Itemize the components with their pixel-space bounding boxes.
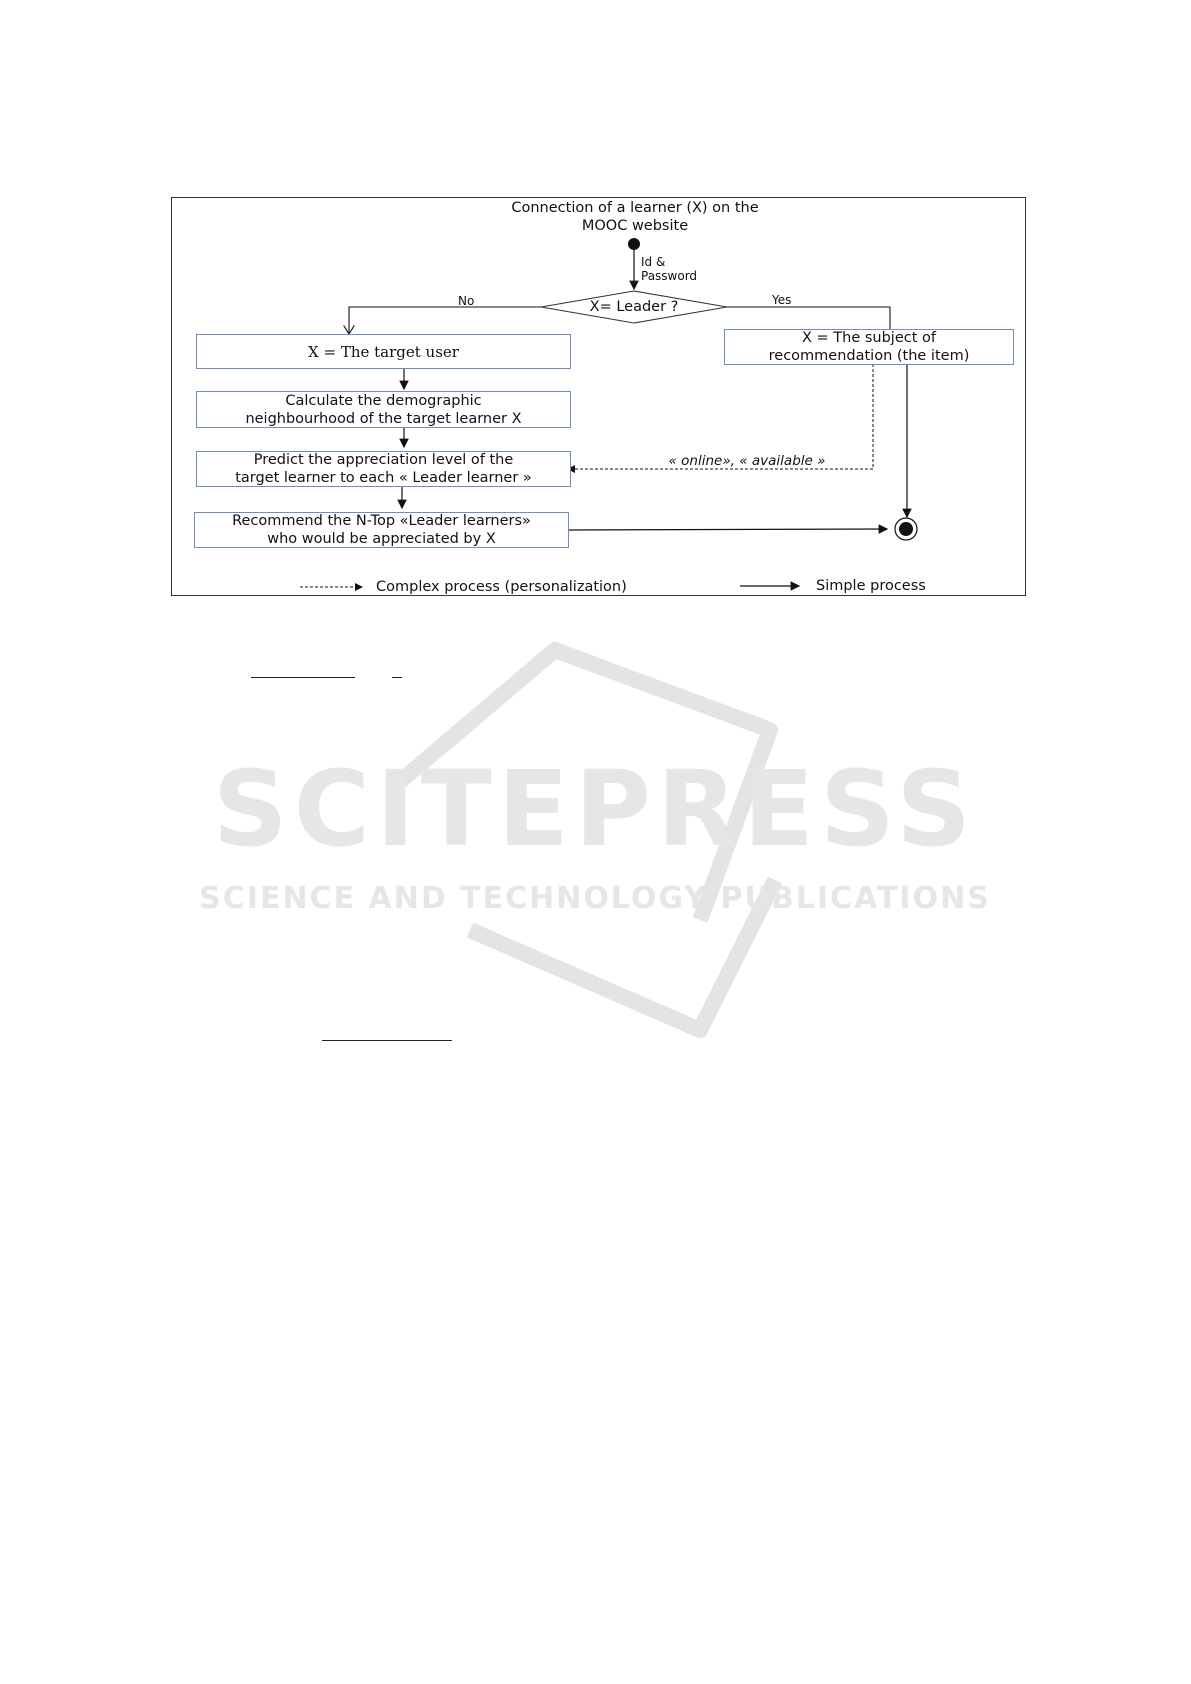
legend-complex-label: Complex process (personalization) [376,579,627,595]
equation-rule [251,677,355,678]
equation-rule [322,1040,452,1041]
target-user-box: X = The target user [196,334,571,369]
decision-label: X= Leader ? [589,299,679,315]
predict-box: Predict the appreciation level of the target learner to each « Leader learner » [196,451,571,487]
flowchart-figure [171,197,1026,596]
condition-label: « online», « available » [668,453,826,469]
subject-box: X = The subject of recommendation (the item) [724,329,1014,365]
recommend-box: Recommend the N-Top «Leader learners» who would be appreciated by X [194,512,569,548]
watermark-title: SCITEPRESS [212,748,978,870]
start-node [628,238,640,250]
equation-rule [392,677,402,678]
start-label: Connection of a learner (X) on the MOOC website [511,200,759,234]
id-password-label: Id & Password [641,255,698,283]
legend-simple-label: Simple process [816,578,926,594]
no-label: No [458,294,475,308]
yes-label: Yes [772,293,792,307]
watermark-subtitle: SCIENCE AND TECHNOLOGY PUBLICATIONS [199,881,991,916]
neighbourhood-box: Calculate the demographic neighbourhood of the target learner X [196,391,571,428]
